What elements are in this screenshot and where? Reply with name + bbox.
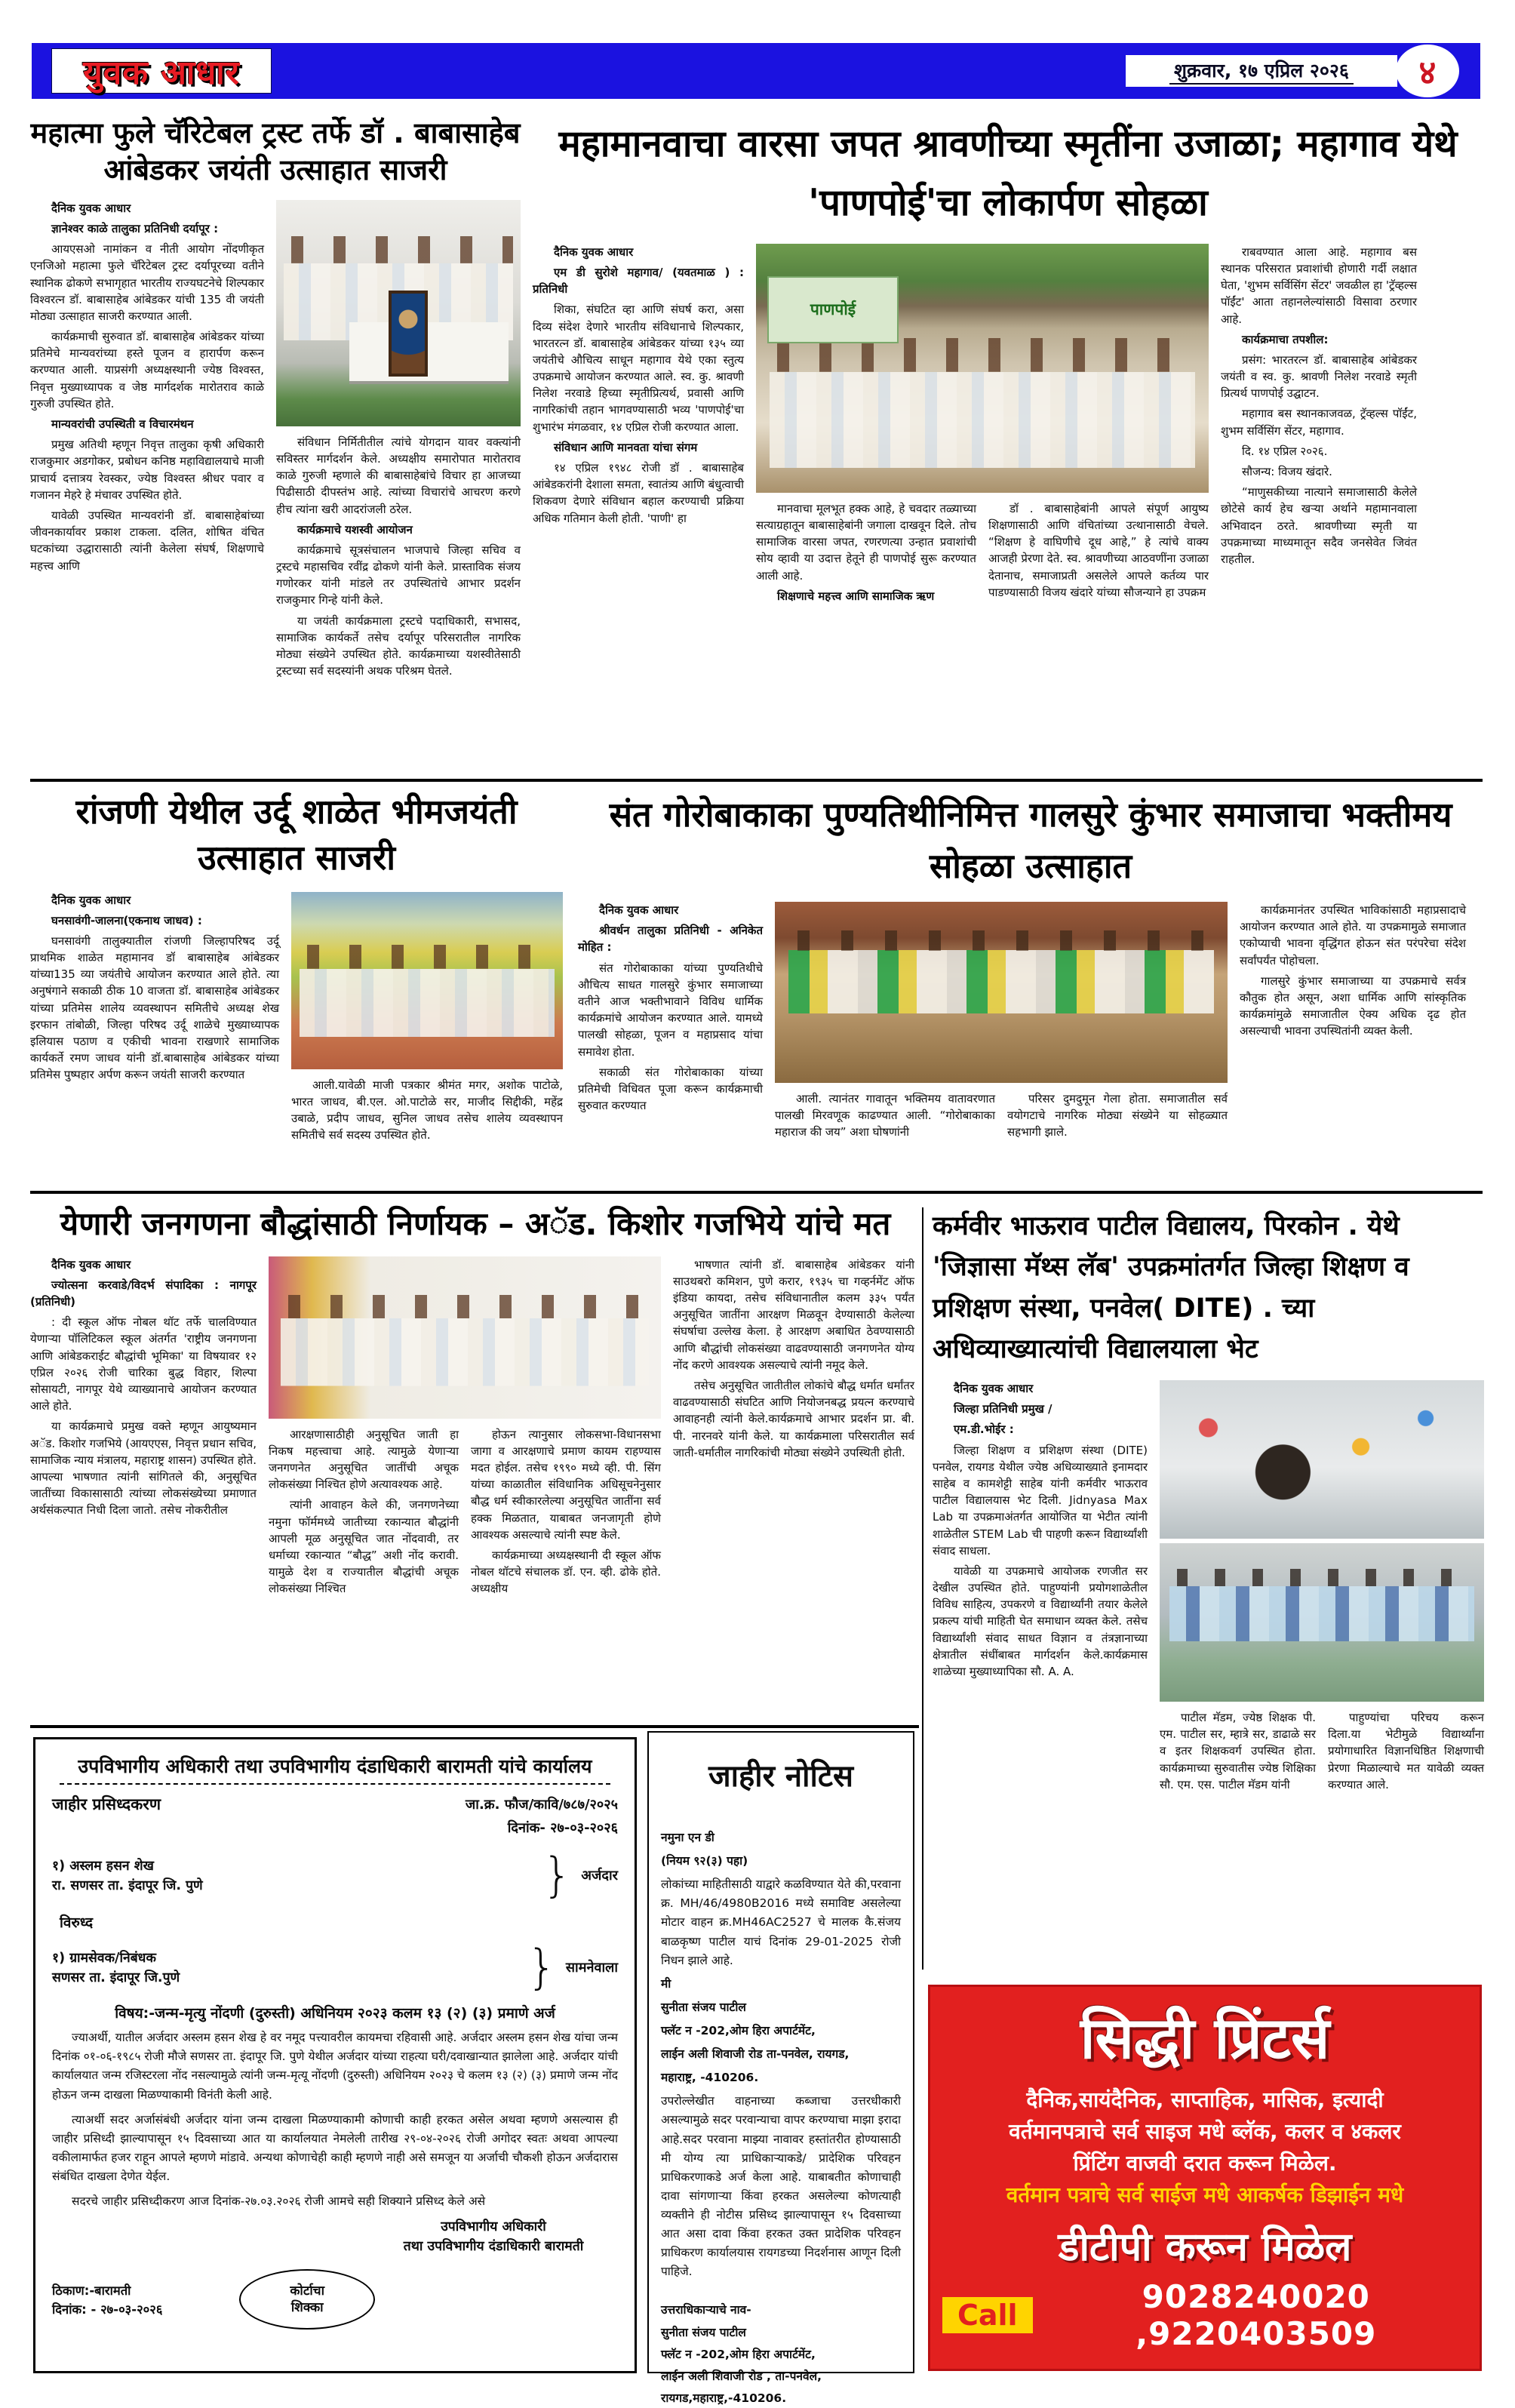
stamp-text: शिक्का	[290, 2299, 324, 2315]
notice-ref-date: दिनांक- २७-०३-२०२६	[507, 1819, 618, 1836]
subhead: शिक्षणाचे महत्त्व आणि सामाजिक ऋण	[777, 589, 935, 603]
masthead-bar	[32, 43, 1480, 99]
section-divider	[30, 1725, 919, 1728]
section-divider	[30, 779, 1483, 782]
body-text: जिल्हा शिक्षण व प्रशिक्षण संस्था (DITE) पनवेल, रायगड येथील ज्येष्ठ अधिव्याख्याते इनामदार साहेब व कामशेट्टी साहेब यांनी कर्मवीर भाऊराव पाटील विद्यालयास भेट दिली. Jidnyasa Max Lab या उपक्रमाअंतर्गत आयोजित या भेटीत त्यांनी शाळेतील STEM Lab ची पाहणी करून विद्यार्थ्यांशी संवाद साधला.	[933, 1443, 1148, 1558]
photo-decor-portrait	[389, 291, 428, 377]
subhead: संविधान आणि मानवता यांचा संगम	[554, 440, 698, 454]
article-stem-lab-visit	[933, 1206, 1483, 1973]
article-goroba-punyatithi	[578, 789, 1483, 1185]
agency-line: दैनिक युवक आधार	[51, 1257, 131, 1272]
photo-banner	[767, 276, 899, 343]
declarant-address: फ्लॅट न -202,ओम हिरा अपार्टमेंट,	[661, 2023, 816, 2037]
agency-line: दैनिक युवक आधार	[954, 1382, 1034, 1395]
body-text: सौजन्य: विजय खंदारे.	[1242, 465, 1332, 479]
legal-notice-baramati	[33, 1737, 637, 2373]
body-text: पाटील मॅडम, ज्येष्ठ शिक्षक पी. एम. पाटील सर, म्हात्रे सर, डाढाळे सर व इतर शिक्षकवर्ग उपस्थित होता. कार्यक्रमाच्या सुरुवातीस ज्येष्ठ शिक्षिका सौ. एम. एस. पाटील मॅडम यांनी	[1160, 1711, 1316, 1791]
body-text: पाहुण्यांचा परिचय करून दिला.या भेटीमुळे विद्यार्थ्यांना प्रयोगाधारित विज्ञानधिष्ठित शिक्षणाची प्रेरणा मिळाल्याचे मत यावेळी व्यक्त करण्यात आले.	[1328, 1711, 1484, 1791]
body-text: डॉ . बाबासाहेबांनी आपले संपूर्ण आयुष्य शिक्षणासाठी आणि वंचितांच्या उत्थानासाठी वेचले. “शिक्षण हे वाघिणीचे दूध आहे,” हे त्यांचे वाक्य आजही प्रेरणा देते. स्व. श्रावणीच्या आठवणींना उजाळा देतानाच, समाजाप्रती असलेले आपले कर्तव्य पार पाडण्यासाठी विजय खंदारे यांच्या सौजन्याने हा उपक्रम	[988, 501, 1209, 599]
headline-urdu-school: रांजणी येथील उर्दू शाळेत भीमजयंती उत्साहात साजरी	[75, 792, 518, 878]
body-text: : दी स्कूल ऑफ नोबल थॉट तर्फे चालविण्यात येणाऱ्या पॉलिटिकल स्कूल अंतर्गत 'राष्ट्रीय जनगणना आणि आंबेडकराईट बौद्धांची भूमिका' या विषयावर १२ एप्रिल २०२६ रोजी चारिका बुद्ध विहार, शिल्पा सोसायटी, नागपूर येथे व्याख्यानाचे आयोजन करण्यात आले होते.	[30, 1315, 257, 1413]
headline-panpoi: महामानवाचा वारसा जपत श्रावणीच्या स्मृतींना उजाळा; महागाव येथे 'पाणपोई'चा लोकार्पण सोहळा	[558, 122, 1458, 225]
page-number: ४	[1418, 54, 1437, 92]
brace-glyph: }	[542, 1847, 573, 1903]
body-text: या कार्यक्रमाचे प्रमुख वक्ते म्हणून आयुष्यमान अॅड. किशोर गजभिये (आयएएस, निवृत्त प्रधान सचिव, सामाजिक न्याय मंत्रालय, महाराष्ट्र शासन) उपस्थित होते. आपल्या भाषणात त्यांनी सांगितले की, अनुसूचित जातींच्या विकासासाठी त्यांच्या लोकसंख्येच्या प्रमाणात अर्थसंकल्पात निधी दिला जातो. तसेच नोकरीतील	[30, 1419, 257, 1518]
successor-address: लाईन अली शिवाजी रोड , ता-पनवेल,	[661, 2369, 822, 2383]
declarant-address: महाराष्ट्र, -410206.	[661, 2071, 759, 2085]
notice-paragraph: ज्याअर्थी, यातील अर्जदार अस्लम हसन शेख हे वर नमूद पत्त्यावरील कायमचा रहिवासी आहे. अर्जदार अस्लम हसन शेख यांचा जन्म दिनांक ०१-०६-१९८५ रोजी मौजे सणसर ता. इंदापूर जि. पुणे येथील अर्जदार यांच्या राहत्या घरी/दवाखान्यात झालेला आहे. अर्जदार यांची कार्यालयात जन्म रजिस्टरला नोंद नसल्यामुळे त्यांनी जन्म-मृत्यू नोंदणी (दुरुस्ती) अधिनियम २०२३ चे कलम १३ (२) (३) प्रमाणे जन्म नोंद होऊन जन्म दाखला मिळण्याकामी विनंती केली आहे.	[52, 2031, 618, 2102]
signature-block	[369, 2217, 618, 2257]
article-phule-trust	[30, 115, 521, 777]
ad-phone-numbers: 9028240020 ,9220403509	[1135, 2278, 1377, 2352]
byline: एम.डी.भोईर :	[954, 1422, 1014, 1437]
article-urdu-school-jayanti	[30, 789, 563, 1185]
notice-text: मी	[661, 1976, 671, 1991]
successor-address: फ्लॅट न -202,ओम हिरा अपार्टमेंट,	[661, 2347, 816, 2361]
agency-line: दैनिक युवक आधार	[554, 244, 634, 259]
declarant-name: सुनीता संजय पाटील	[661, 2000, 746, 2014]
masthead-logo-box	[51, 48, 272, 94]
column-divider	[922, 1207, 923, 1970]
notice-label: जाहीर प्रसिध्दकरण	[52, 1795, 161, 1813]
body-text: आरक्षणासाठीही अनुसूचित जाती हा निकष महत्त्वाचा आहे. त्यामुळे येणाऱ्या जनगणनेत अनुसूचित जातींची अचूक लोकसंख्या निश्चित होणे अत्यावश्यक आहे.	[269, 1427, 459, 1492]
byline: श्रीवर्धन तालुका प्रतिनिधी - अनिकेत मोहित :	[578, 924, 763, 955]
date-line: दिनांक: - २७-०३-२०२६	[52, 2302, 163, 2317]
dashed-divider	[60, 1783, 610, 1785]
signature-line: तथा उपविभागीय दंडाधिकारी बारामती	[403, 2239, 584, 2255]
headline-census: येणारी जनगणना बौद्धांसाठी निर्णायक – अॅड. किशोर गजभिये यांचे मत	[60, 1205, 891, 1242]
body-text: “माणुसकीच्या नात्याने समाजासाठी केलेले छोटेसे कार्य हेच खऱ्या अर्थाने महामानवाला अभिवादन ठरते. श्रावणीच्या स्मृती या उपक्रमाच्या माध्यमातून सदैव जनसेवेत जिवंत राहतील.	[1221, 485, 1417, 566]
subhead: कार्यक्रमाचा तपशील:	[1242, 332, 1329, 346]
call-button: Call	[942, 2297, 1033, 2333]
place-date-block	[52, 2280, 162, 2319]
body-text: यावेळी या उपक्रमाचे आयोजक रणजीत सर देखील उपस्थित होते. पाहुण्यांनी प्रयोगशाळेतील विविध साहित्य, उपकरणे व विद्यार्थ्यांनी तयार केलेले प्रकल्प यांची माहिती घेत समाधान व्यक्त केले. तसेच विद्यार्थ्यांशी संवाद साधत विज्ञान व तंत्रज्ञानाच्या क्षेत्रातील संधींबाबत मार्गदर्शन केले.कार्यक्रमास शाळेच्या मुख्याध्यापिका सौ. A. A.	[933, 1564, 1148, 1678]
body-text: कार्यक्रमाची सुरुवात डॉ. बाबासाहेब आंबेडकर यांच्या प्रतिमेचे मान्यवरांच्या हस्ते पूजन व हारार्पण करून करण्यात आली. याप्रसंगी अध्यक्षस्थानी ज्येष्ठ विश्वस्त, निवृत्त मुख्याध्यापक व जेष्ठ मार्गदर्शक मारोतराव काळे गुरुजी उपस्थित होते.	[30, 330, 264, 411]
successor-block	[661, 2301, 901, 2408]
notice-form: नमुना एन डी	[661, 1831, 714, 1844]
byline: जिल्हा प्रतिनिधी प्रमुख /	[954, 1402, 1053, 1416]
body-text: कार्यक्रमाच्या अध्यक्षस्थानी दी स्कूल ऑफ नोबल थॉटचे संचालक डॉ. एन. व्ही. ढोके होते. अध्यक्षीय	[471, 1548, 661, 1596]
headline-stem-lab: कर्मवीर भाऊराव पाटील विद्यालय, पिरकोन . येथे 'जिज्ञासा मॅथ्स लॅब' उपक्रमांतर्गत जिल्हा शिक्षण व प्रशिक्षण संस्था, पनवेल( DITE) . च्या अधिव्याख्यात्यांची विद्यालयाला भेट	[933, 1211, 1409, 1364]
brace-glyph: }	[527, 1939, 557, 1995]
declarant-address: लाईन अली शिवाजी रोड ता-पनवेल, रायगड,	[661, 2047, 850, 2062]
body-text: महागाव बस स्थानकाजवळ, ट्रॅव्हल्स पॉईंट, शुभम सर्विसिंग सेंटर, महागाव.	[1221, 407, 1417, 438]
successor-label: उत्तराधिकाऱ्याचे नाव-	[661, 2303, 751, 2317]
notice-title: उपविभागीय अधिकारी तथा उपविभागीय दंडाधिकारी बारामती यांचे कार्यालय	[78, 1755, 592, 1777]
body-text: घनसावंगी तालुक्यातील रांजणी जिल्हापरिषद उर्दू प्राथमिक शाळेत महामानव डॉ बाबासाहेब आंबेडकर यांच्या135 व्या जयंतीचे आयोजन करण्यात आले होते. त्या अनुषंगाने सकाळी ठीक 10 वाजता डॉ. बाबासाहेब आंबेडकर यांच्या प्रतिमेस शालेय व्यवस्थापन समितीचे अध्यक्ष शेख इरफान तांबोळी, जिल्हा परिषद उर्दू शाळेचे मुख्याध्यापक इलियास पठाण व एकीची भावना राखणारे सामाजिक कार्यकर्ते रमण जाधव यांनी डॉ.बाबासाहेब आंबेडकर यांच्या प्रतिमेस पुष्पहार अर्पण करून जयंती साजरी करण्यात	[30, 933, 279, 1082]
body-text: सकाळी संत गोरोबाकाका यांच्या प्रतिमेची विधिवत पूजा करून कार्यक्रमाची सुरुवात करण्यात	[578, 1065, 763, 1113]
notice-paragraph: त्याअर्थी सदर अर्जासंबंधी अर्जदार यांना जन्म दाखला मिळण्याकामी कोणाची काही हरकत असेल अथवा म्हणणे असल्यास ही जाहीर प्रसिध्दी झाल्यापासून १५ दिवसाच्या आत या कार्यालयात नेमलेली तारीख २९-०४-२०२६ रोजी अगोदर स्वतः अथवा आपल्या वकीलामार्फत हजर राहून आपले म्हणणे मांडावे. अन्यथा कोणाचेही काही म्हणणे नाही असे समजून या अर्जाची चौकशी होऊन अर्जदारास संबंधित दाखला देणेत येईल.	[52, 2112, 618, 2183]
photo-decor	[349, 322, 509, 381]
body-text: आयएसओ नामांकन व नीती आयोग नोंदणीकृत एनजिओ महात्मा फुले चॅरिटेबल ट्रस्ट दर्यापूरच्या वतीने स्थानिक ढोकणे सभागृहात भारतीय राज्यघटनेचे शिल्पकार विश्वरत्न डॉ. बाबासाहेब आंबेडकर यांची 135 वी जयंती मोठ्या उत्साहात साजरी करण्यात आली.	[30, 242, 264, 323]
ad-title: सिद्धी प्रिंटर्स	[1080, 2004, 1330, 2071]
applicant-name: १) अस्लम हसन शेख	[52, 1859, 154, 1874]
photo-students-group	[1160, 1543, 1484, 1702]
notice-rule: (नियम ९२(३) पहा)	[661, 1854, 748, 1868]
agency-line: दैनिक युवक आधार	[599, 903, 679, 917]
ad-text: वर्तमान पत्राचे सर्व साईज मधे आकर्षक डिझाईन मधे	[1006, 2182, 1404, 2207]
body-text: कार्यक्रमानंतर उपस्थित भाविकांसाठी महाप्रसादाचे आयोजन करण्यात आले होते. या उपक्रमामुळे समाजात एकोप्याची भावना वृद्धिंगत होऊन संत परंपरेचा संदेश सर्वांपर्यंत पोहोचला.	[1240, 903, 1466, 967]
versus-label: विरुध्द	[60, 1914, 94, 1932]
section-divider	[30, 1191, 1483, 1194]
body-text: संत गोरोबाकाका यांच्या पुण्यतिथीचे औचित्य साधत गालसुरे कुंभार समाजाच्या वतीने आज भक्तीभावाने विविध धार्मिक कार्यक्रमांचे आयोजन करण्यात आले. यामध्ये पालखी सोहळा, पूजन व महाप्रसाद यांचा समावेश होता.	[578, 961, 763, 1059]
body-text: आली. त्यानंतर गावातून भक्तिमय वातावरणात पालखी मिरवणूक काढण्यात आली. “गोरोबाकाका महाराज की जय” अशा घोषणांनी	[775, 1092, 995, 1139]
article-census-lecture	[30, 1203, 920, 1719]
body-text: राबवण्यात आला आहे. महागाव बस स्थानक परिसरात प्रवाशांची होणारी गर्दी लक्षात घेता, 'शुभम सर्विसिंग सेंटर' जवळील हा 'ट्रॅव्हल्स पॉईंट' आता तहानलेल्यांसाठी विसावा ठरणार आहे.	[1221, 244, 1417, 326]
body-text: त्यांनी आवाहन केले की, जनगणनेच्या नमुना फॉर्ममध्ये जातीच्या रकान्यात बौद्धांनी आपली मूळ अनुसूचित जात नोंदवावी, तर धर्माच्या रकान्यात “बौद्ध” अशी नोंद करावी. यामुळे देश व राज्यातील बौद्धांची अचूक लोकसंख्या निश्चित	[269, 1498, 459, 1596]
byline: ज्ञानेश्वर काळे तालुका प्रतिनिधी दर्यापूर :	[51, 221, 219, 235]
photo-trust-event	[276, 200, 521, 426]
photo-banner-text: पाणपोई	[810, 300, 856, 319]
body-text: आली.यावेळी माजी पत्रकार श्रीमंत मगर, अशोक पाटोळे, भारत जाधव, बी.एल. ओ.पाटोळे सर, माजीद सिद्दीकी, महेंद्र उबाळे, प्रदीप जाधव, सुनिल जाधव तसेच शालेय व्यवस्थापन समितीचे सर्व सदस्य उपस्थित होते.	[291, 1078, 563, 1142]
notice-paragraph: उपरोल्लेखीत वाहनाच्या कब्जाचा उत्तरधीकारी असल्यामुळे सदर परवान्याचा वापर करण्याचा माझा इरादा आहे.सदर परवाना माझ्या नावावर हस्तांतरीत होण्यासाठी मी योग्य त्या प्राधिकाऱ्याकडे/ प्रादेशिक परिवहन प्राधिकरणाकडे अर्ज केला आहे. याबाबतीत कोणाचाही दावा सांगणाऱ्या किंवा हरकत असलेल्या कोणत्याही व्यक्तीने ही नोटीस प्रसिध्द झाल्यापासून १५ दिवसाच्या आत असा दावा किंवा हरकत उक्त प्रादेशिक परिवहन प्राधिकरण कार्यालयास रायगडच्या निदर्शनास आणून दिली पाहिजे.	[661, 2094, 901, 2279]
respondent-tag: सामनेवाला	[565, 1960, 618, 1976]
court-stamp	[239, 2269, 375, 2330]
ad-text: प्रिंटिंग वाजवी दरात करून मिळेल.	[1073, 2151, 1337, 2176]
issue-date: शुक्रवार, १७ एप्रिल २०२६	[1169, 57, 1354, 85]
agency-line: दैनिक युवक आधार	[51, 893, 131, 907]
applicant-tag: अर्जदार	[581, 1868, 618, 1884]
body-text: भाषणात त्यांनी डॉ. बाबासाहेब आंबेडकर यांनी साउथबरो कमिशन, पुणे करार, १९३५ चा गव्हर्नमेंट ऑफ इंडिया कायदा, तसेच संविधानातील कलम ३३५ पर्यंत अनुसूचित जातींना आरक्षण मिळवून देण्यासाठी केलेल्या संघर्षाचा उल्लेख केला. हे आरक्षण अबाधित ठेवण्यासाठी आणि बौद्धांची लोकसंख्या वाढवण्यासाठी जनगणनेत योग्य नोंद करणे आवश्यक असल्याचे त्यांनी नमूद केले.	[673, 1257, 914, 1372]
public-notice-vehicle	[647, 1731, 914, 2405]
body-text: मानवाचा मूलभूत हक्क आहे, हे चवदार तळ्याच्या सत्याग्रहातून बाबासाहेबांनी जगाला दाखवून दिले. तोच सामाजिक वारसा जपत, रणरणत्या उन्हात प्रवाशांची सोय व्हावी या उदात्त हेतूने ही पाणपोई सुरू करण्यात आली आहे.	[756, 501, 976, 583]
body-text: संविधान निर्मितीतील त्यांचे योगदान यावर वक्त्यांनी सविस्तर मार्गदर्शन केले. अध्यक्षीय समारोपात मारोतराव काळे गुरुजी म्हणाले की बाबासाहेबांचे विचार हा आजच्या पिढीसाठी दीपस्तंभ आहे. त्यांच्या विचारांचे आचरण करणे हीच त्यांना खरी आदरांजली ठरेल.	[276, 435, 521, 516]
subhead: मान्यवरांची उपस्थिती व विचारमंथन	[51, 417, 194, 432]
applicant-address: रा. सणसर ता. इंदापूर जि. पुणे	[52, 1878, 203, 1894]
photo-palkhi-procession	[775, 902, 1228, 1083]
page-number-badge	[1396, 45, 1459, 97]
notice-ref-no: जा.क्र. फौज/कावि/७८७/२०२५	[465, 1797, 618, 1813]
notice-paragraph: लोकांच्या माहितीसाठी याद्वारे कळविण्यात येते की,परवाना क्र. MH/46/4980B2016 मध्ये समाविष्ट असलेल्या मोटार वाहन क्र.MH46AC2527 चे मालक कै.संजय बाळकृष्ण पाटील याचं दिनांक 29-01-2025 रोजी निधन झाले आहे.	[661, 1878, 901, 1967]
byline: ज्योत्सना करवाडे/विदर्भ संपादिका : नागपूर (प्रतिनिधी)	[30, 1278, 257, 1309]
ad-text: दैनिक,सायंदैनिक, साप्ताहिक, मासिक, इत्यादी	[1026, 2087, 1384, 2112]
notice-subject: विषय:-जन्म-मृत्यु नोंदणी (दुरुस्ती) अधिनियम २०२३ कलम १३ (२) (३) प्रमाणे अर्ज	[115, 2005, 555, 2022]
signature-line: उपविभागीय अधिकारी	[441, 2219, 546, 2235]
photo-stem-lab	[1160, 1380, 1484, 1539]
body-text: गालसुरे कुंभार समाजाच्या या उपक्रमाचे सर्वत्र कौतुक होत असून, अशा धार्मिक आणि सांस्कृतिक कार्यक्रमांमुळे समाजातील ऐक्य अधिक दृढ होत असल्याची भावना उपस्थितांनी व्यक्त केली.	[1240, 973, 1466, 1038]
body-text: १४ एप्रिल १९४८ रोजी डॉ . बाबासाहेब आंबेडकरांनी देशाला समता, स्वातंत्र्य आणि बंधुत्वाची शिकवण देणारे संविधान बहाल करण्याची प्रक्रिया अधिक गतिमान केली होती. 'पाणी' हा	[533, 461, 744, 525]
photo-panpoi-inauguration	[756, 244, 1209, 493]
body-text: होऊन त्यानुसार लोकसभा-विधानसभा जागा व आरक्षणाचे प्रमाण कायम राहण्यास मदत होईल. तसेच १९९० मध्ये व्ही. पी. सिंग यांच्या काळातील संविधानिक अधिसूचनेनुसार बौद्ध धर्म स्वीकारलेल्या अनुसूचित जातींना सर्व हक्क मिळतात, याबाबत जनजागृती होणे आवश्यक असल्याचे त्यांनी स्पष्ट केले.	[471, 1427, 661, 1542]
byline: घनसावंगी-जालना(एकनाथ जाधव) :	[51, 913, 202, 927]
body-text: तसेच अनुसूचित जातीतील लोकांचे बौद्ध धर्मात धर्मांतर वाढवण्यासाठी संघटित आणि नियोजनबद्ध प्रयत्न करण्याचे आवाहनही त्यांनी केले.कार्यक्रमाचे आभार प्रदर्शन प्रा. बी. पी. नारनवरे यांनी केले. या कार्यक्रमाला परिसरातील सर्व जाती-धर्मातील नागरिकांची मोठ्या संख्येने उपस्थिती होती.	[673, 1379, 914, 1459]
headline-goroba: संत गोरोबाकाका पुण्यतिथीनिमित्त गालसुरे कुंभार समाजाचा भक्तीमय सोहळा उत्साहात	[609, 795, 1452, 886]
photo-urdu-school	[291, 892, 563, 1069]
body-text: प्रसंग: भारतरत्न डॉ. बाबासाहेब आंबेडकर जयंती व स्व. कु. श्रावणी निलेश नरवाडे स्मृती प्रित्यर्थ पाणपोई उद्घाटन.	[1221, 352, 1417, 401]
ad-text: वर्तमानपत्राचे सर्व साइज मधे ब्लॅक, कलर व ४कलर	[1009, 2119, 1401, 2144]
place-line: ठिकाण:-बारामती	[52, 2283, 131, 2298]
agency-line: दैनिक युवक आधार	[51, 201, 131, 215]
body-text: शिका, संघटित व्हा आणि संघर्ष करा, असा दिव्य संदेश देणारे भारतीय संविधानाचे शिल्पकार, भारतरत्न डॉ. बाबासाहेब आंबेडकर यांच्या १३५ व्या जयंतीचे औचित्य साधून महागाव येथे एका स्तुत्य उपक्रमाचे आयोजन करण्यात आले. स्व. कु. श्रावणी निलेश नरवाडे हिच्या स्मृतीप्रित्यर्थ, प्रवासी आणि नागरिकांची तहान भागवण्यासाठी भव्य 'पाणपोई'चा शुभारंभ मंगळवार, १४ एप्रिल रोजी करण्यात आला.	[533, 303, 744, 434]
article-panpoi	[533, 115, 1483, 777]
body-text: परिसर दुमदुमून गेला होता. समाजातील सर्व वयोगटाचे नागरिक मोठ्या संख्येने या सोहळ्यात सहभागी झाले.	[1007, 1092, 1228, 1139]
notice-paragraph: सदरचे जाहीर प्रसिध्दीकरण आज दिनांक-२७.०३.२०२६ रोजी आमचे सही शिक्याने प्रसिध्द केले असे	[72, 2194, 486, 2209]
successor-address: रायगड,महाराष्ट्र,-410206.	[661, 2391, 787, 2405]
photo-decor	[770, 338, 1195, 468]
body-text: कार्यक्रमाचे सूत्रसंचालन भाजपाचे जिल्हा सचिव व ट्रस्टचे महासचिव रवींद्र ढोकणे यांनी केले. प्रास्ताविक संजय गणोरकर यांनी मांडले तर उपस्थितांचे आभार प्रदर्शन राजकुमार गिन्हे यांनी केले.	[276, 543, 521, 607]
body-text: यावेळी उपस्थित मान्यवरांनी डॉ. बाबासाहेबांच्या जीवनकार्यावर प्रकाश टाकला. दलित, शोषित वंचित घटकांच्या उद्धारासाठी त्यांनी केलेला संघर्ष, शिक्षणाचे महत्त्व आणि	[30, 508, 264, 573]
respondent-name: १) ग्रामसेवक/निबंधक	[52, 1951, 156, 1967]
stamp-text: कोर्टाचा	[290, 2283, 325, 2299]
byline: एम डी सुरोशे महागाव/ (यवतमाळ ) : प्रतिनिधी	[533, 265, 744, 297]
respondent-address: सणसर ता. इंदापूर जि.पुणे	[52, 1970, 180, 1986]
masthead-logo: युवक आधार	[83, 54, 240, 92]
headline-phule-trust: महात्मा फुले चॅरिटेबल ट्रस्ट तर्फे डॉ . बाबासाहेब आंबेडकर जयंती उत्साहात साजरी	[30, 116, 521, 187]
ad-dtp-line: डीटीपी करून मिळेल	[1058, 2225, 1352, 2270]
body-text: प्रमुख अतिथी म्हणून निवृत्त तालुका कृषी अधिकारी राजकुमार अडगोकर, प्रबोधन कनिष्ठ महाविद्यालयाचे माजी प्राचार्य दत्तात्रय रेवस्कर, ज्येष्ठ विश्वस्त श्रीधर पवार व गजानन मेहरे हे मंचावर उपस्थित होते.	[30, 438, 264, 502]
ad-siddhi-printers	[928, 1985, 1482, 2371]
respondent-block	[52, 1939, 618, 1995]
notice-title: जाहीर नोटिस	[708, 1759, 854, 1794]
photo-census-lecture	[269, 1256, 661, 1419]
photo-decor	[300, 945, 555, 1037]
body-text: दि. १४ एप्रिल २०२६.	[1242, 444, 1328, 458]
subhead: कार्यक्रमाचे यशस्वी आयोजन	[297, 522, 413, 537]
body-text: या जयंती कार्यक्रमाला ट्रस्टचे पदाधिकारी, सभासद, सामाजिक कार्यकर्ते तसेच दर्यापूर परिसरातील नागरिक मोठ्या संख्येने उपस्थित होते. कार्यक्रमाच्या यशस्वीतेसाठी ट्रस्टच्या सर्व सदस्यांनी अथक परिश्रम घेतले.	[276, 614, 521, 678]
issue-date-box	[1126, 55, 1397, 87]
applicant-block	[52, 1847, 618, 1903]
photo-decor	[788, 930, 1214, 1013]
photo-decor	[1169, 1569, 1474, 1642]
photo-decor	[281, 1295, 650, 1385]
successor-name: सुनीता संजय पाटील	[661, 2325, 746, 2339]
